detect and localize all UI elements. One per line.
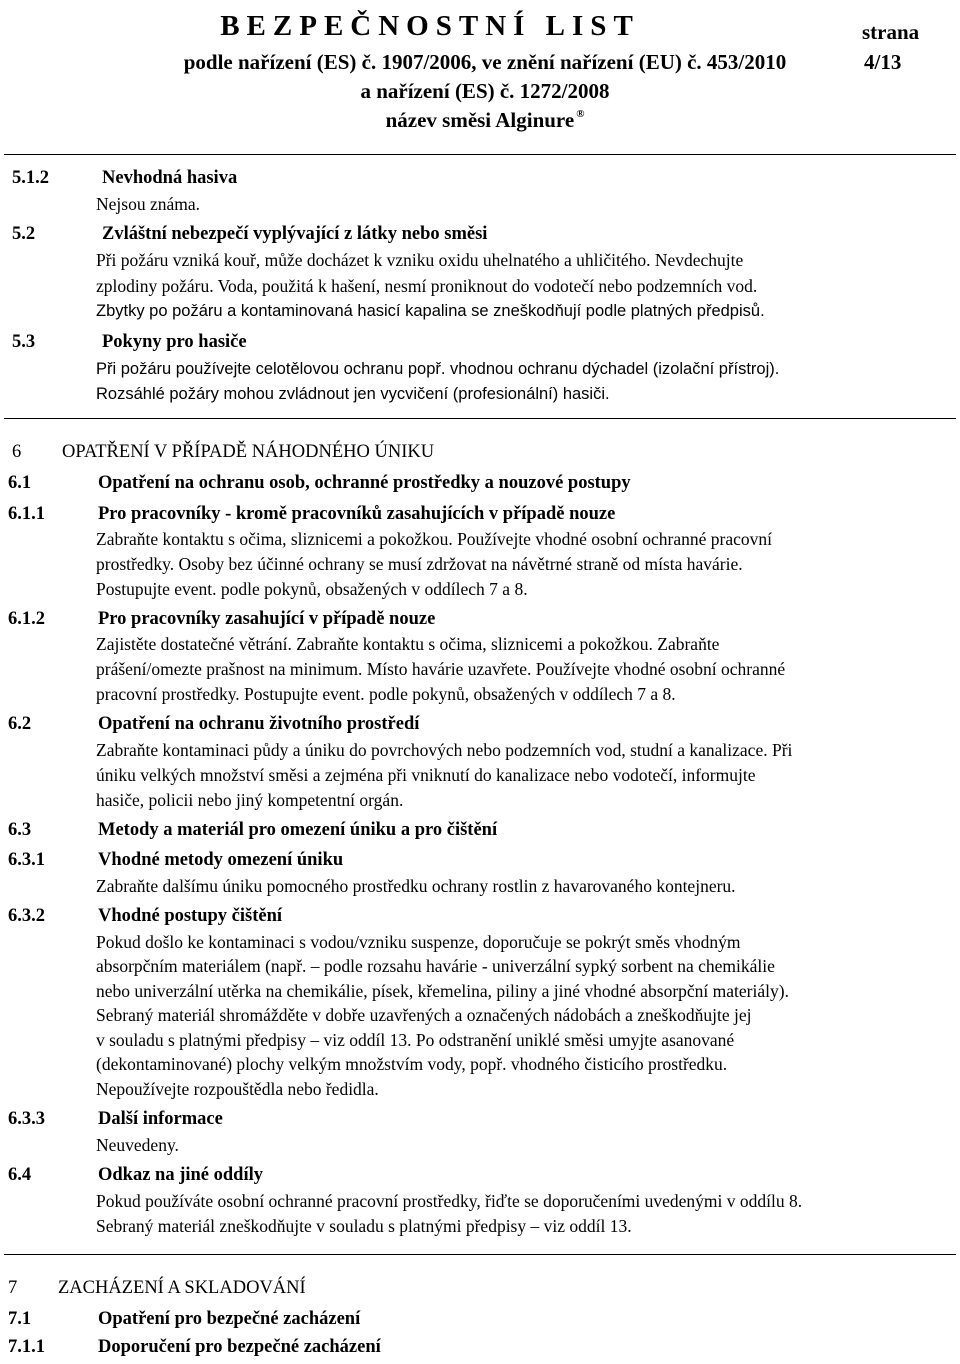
regulation-line: podle nařízení (ES) č. 1907/2006, ve znění nařízení (EU) č. 453/2010 xyxy=(183,50,787,74)
section-number: 6.1 xyxy=(8,473,32,493)
section-title: Pro pracovníky zasahující v případě nouze xyxy=(98,609,436,629)
section-number: 5.3 xyxy=(12,332,36,352)
section-title: ZACHÁZENÍ A SKLADOVÁNÍ xyxy=(58,1278,306,1298)
section-title: Metody a materiál pro omezení úniku a pro čištění xyxy=(98,820,498,840)
section-title: Vhodné postupy čištění xyxy=(98,906,283,926)
paragraph-line: (dekontaminované) plochy velkým množstvím vody, popř. vhodného čisticího prostředku. xyxy=(96,1054,728,1074)
document-title: BEZPEČNOSTNÍ LIST xyxy=(220,10,640,42)
regulation-line-2: a nařízení (ES) č. 1272/2008 xyxy=(360,79,610,103)
section-title: Pokyny pro hasiče xyxy=(102,332,247,352)
section-number: 7.1 xyxy=(8,1309,32,1329)
paragraph-line: Pokud používáte osobní ochranné pracovní prostředky, řiďte se doporučeními uvedenými v oddílu 8. xyxy=(96,1191,803,1211)
paragraph-line: Nejsou známa. xyxy=(96,194,200,214)
section-number: 6.1.1 xyxy=(8,504,45,524)
section-divider xyxy=(4,418,956,419)
page-number: 4/13 xyxy=(864,50,902,74)
section-number: 6 xyxy=(12,442,22,462)
section-number: 5.2 xyxy=(12,224,36,244)
section-number: 6.4 xyxy=(8,1165,32,1185)
paragraph-line: zplodiny požáru. Voda, použitá k hašení, nesmí proniknout do vodotečí nebo podzemních vod. xyxy=(96,276,758,296)
paragraph-line: Zabraňte kontaminaci půdy a úniku do povrchových nebo podzemních vod, studní a kanalizace. Při xyxy=(96,740,793,760)
section-title: Další informace xyxy=(98,1109,223,1129)
paragraph-line: Neuvedeny. xyxy=(96,1135,179,1155)
section-number: 6.2 xyxy=(8,714,32,734)
paragraph-line: úniku velkých množství směsi a zejména při vniknutí do kanalizace nebo vodotečí, informujte xyxy=(96,765,756,785)
section-divider xyxy=(4,1254,956,1255)
paragraph-line: Postupujte event. podle pokynů, obsažených v oddílech 7 a 8. xyxy=(96,579,528,599)
paragraph-line: Zajistěte dostatečné větrání. Zabraňte kontaktu s očima, sliznicemi a pokožkou. Zabraňte xyxy=(96,634,720,654)
paragraph-line: pracovní prostředky. Postupujte event. podle pokynů, obsažených v oddílech 7 a 8. xyxy=(96,684,676,704)
section-number: 6.3.2 xyxy=(8,906,45,926)
paragraph-line: Při požáru vzniká kouř, může docházet k vzniku oxidu uhelnatého a uhličitého. Nevdechujte xyxy=(96,250,744,270)
section-title: Pro pracovníky - kromě pracovníků zasahujících v případě nouze xyxy=(98,504,616,524)
section-title: Zvláštní nebezpečí vyplývající z látky nebo směsi xyxy=(102,224,488,244)
document-header xyxy=(0,0,960,140)
paragraph-line: prostředky. Osoby bez účinné ochrany se musí zdržovat na návětrné straně od místa havárie. xyxy=(96,554,743,574)
paragraph-line: Sebraný materiál shromážděte v dobře uzavřených a označených nádobách a zneškodňujte jej xyxy=(96,1005,752,1025)
page-label: strana xyxy=(862,20,920,44)
section-number: 6.3 xyxy=(8,820,32,840)
paragraph-line: Nepoužívejte rozpouštědla nebo ředidla. xyxy=(96,1079,379,1099)
product-name: název směsi Alginure xyxy=(385,108,575,132)
section-title: Vhodné metody omezení úniku xyxy=(98,850,344,870)
section-title: OPATŘENÍ V PŘÍPADĚ NÁHODNÉHO ÚNIKU xyxy=(62,442,435,462)
section-number: 6.3.3 xyxy=(8,1109,45,1129)
paragraph-line: absorpčním materiálem (např. – podle rozsahu havárie - univerzální sypký sorbent na chemikálie xyxy=(96,956,775,976)
paragraph-line: Při požáru používejte celotělovou ochranu popř. vhodnou ochranu dýchadel (izolační přístroj). xyxy=(96,360,780,378)
paragraph-line: Rozsáhlé požáry mohou zvládnout jen vycvičení (profesionální) hasiči. xyxy=(96,385,610,403)
paragraph-line: Pokud došlo ke kontaminaci s vodou/vzniku suspenze, doporučuje se pokrýt směs vhodným xyxy=(96,932,741,952)
paragraph-line: Zabraňte kontaktu s očima, sliznicemi a pokožkou. Používejte vhodné osobní ochranné pracovní xyxy=(96,529,772,549)
header-divider xyxy=(4,154,956,155)
section-title: Opatření na ochranu osob, ochranné prostředky a nouzové postupy xyxy=(98,473,631,493)
section-title: Nevhodná hasiva xyxy=(102,168,238,188)
section-title: Opatření na ochranu životního prostředí xyxy=(98,714,420,734)
paragraph-line: Sebraný materiál zneškodňujte v souladu s platnými předpisy – viz oddíl 13. xyxy=(96,1216,632,1236)
paragraph-line: nebo univerzální utěrka na chemikálie, písek, křemelina, piliny a jiné vhodné absorpční materiály). xyxy=(96,981,789,1001)
section-number: 6.3.1 xyxy=(8,850,45,870)
section-title: Doporučení pro bezpečné zacházení xyxy=(98,1337,381,1357)
paragraph-line: Zbytky po požáru a kontaminovaná hasicí kapalina se zneškodňují podle platných předpisů. xyxy=(96,302,765,320)
paragraph-line: Zabraňte dalšímu úniku pomocného prostředku ochrany rostlin z havarovaného kontejneru. xyxy=(96,876,736,896)
section-number: 5.1.2 xyxy=(12,168,49,188)
section-number: 7 xyxy=(8,1278,18,1298)
section-title: Opatření pro bezpečné zacházení xyxy=(98,1309,361,1329)
registered-mark: ® xyxy=(576,108,585,120)
section-number: 6.1.2 xyxy=(8,609,45,629)
paragraph-line: v souladu s platnými předpisy – viz oddíl 13. Po odstranění uniklé směsi umyjte asanované xyxy=(96,1030,735,1050)
section-number: 7.1.1 xyxy=(8,1337,45,1357)
product-name-line xyxy=(100,108,870,133)
paragraph-line: prášení/omezte prašnost na minimum. Místo havárie uzavřete. Používejte vhodné osobní ochranné xyxy=(96,659,786,679)
paragraph-line: hasiče, policii nebo jiný kompetentní orgán. xyxy=(96,790,404,810)
section-title: Odkaz na jiné oddíly xyxy=(98,1165,264,1185)
